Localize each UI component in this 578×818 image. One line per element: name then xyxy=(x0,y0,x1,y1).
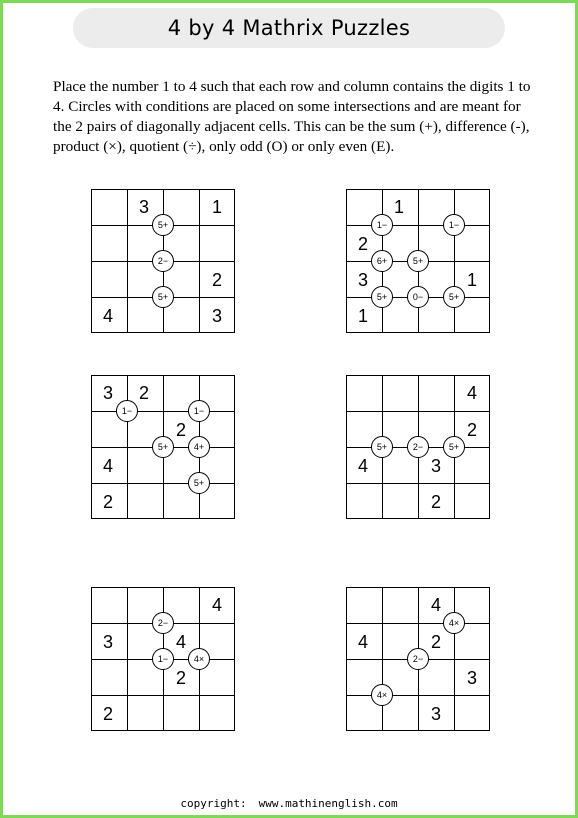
condition-circle: 6+ xyxy=(371,250,393,272)
given-digit: 3 xyxy=(139,197,150,217)
grid-line xyxy=(346,695,490,696)
given-digit: 2 xyxy=(212,270,223,290)
given-digit: 2 xyxy=(176,420,187,440)
copyright-site: www.mathinenglish.com xyxy=(258,797,398,810)
condition-circle: 2− xyxy=(152,250,174,272)
given-digit: 1 xyxy=(212,197,223,217)
condition-circle: 0− xyxy=(407,286,429,308)
given-digit: 2 xyxy=(431,492,442,512)
condition-circle: 5+ xyxy=(371,286,393,308)
grid-line xyxy=(91,695,235,696)
given-digit: 4 xyxy=(467,383,478,403)
puzzle-2 xyxy=(346,189,490,333)
condition-circle: 1− xyxy=(371,214,393,236)
given-digit: 4 xyxy=(103,306,114,326)
given-digit: 2 xyxy=(467,420,478,440)
condition-circle: 5+ xyxy=(443,436,465,458)
given-digit: 1 xyxy=(467,270,478,290)
condition-circle: 2− xyxy=(407,648,429,670)
puzzle-1 xyxy=(91,189,235,333)
condition-circle: 4× xyxy=(371,684,393,706)
given-digit: 4 xyxy=(431,595,442,615)
condition-circle: 2− xyxy=(407,436,429,458)
given-digit: 3 xyxy=(103,383,114,403)
given-digit: 4 xyxy=(358,632,369,652)
condition-circle: 1− xyxy=(443,214,465,236)
grid-line xyxy=(454,189,455,333)
given-digit: 3 xyxy=(103,632,114,652)
grid-line xyxy=(199,189,200,333)
condition-circle: 4+ xyxy=(188,436,210,458)
given-digit: 3 xyxy=(212,306,223,326)
given-digit: 2 xyxy=(176,668,187,688)
copyright-label: copyright: xyxy=(180,797,247,810)
condition-circle: 5+ xyxy=(407,250,429,272)
condition-circle: 1− xyxy=(116,400,138,422)
condition-circle: 5+ xyxy=(152,286,174,308)
given-digit: 3 xyxy=(431,704,442,724)
condition-circle: 4× xyxy=(188,648,210,670)
given-digit: 3 xyxy=(467,668,478,688)
puzzle-4 xyxy=(346,375,490,519)
given-digit: 2 xyxy=(358,234,369,254)
condition-circle: 1− xyxy=(152,648,174,670)
instructions-text: Place the number 1 to 4 such that each row and column contains the digits 1 to 4. Circles with conditions are placed on some intersections and are meant for the 2 pairs of diagonally adjacent cells. This can be the sum (+), difference (-), product (×), quotient (÷), only odd (O) or only even (E). xyxy=(53,78,531,155)
given-digit: 1 xyxy=(394,197,405,217)
grid-line xyxy=(91,483,235,484)
given-digit: 4 xyxy=(176,632,187,652)
condition-circle: 4× xyxy=(443,612,465,634)
given-digit: 3 xyxy=(431,456,442,476)
given-digit: 4 xyxy=(358,456,369,476)
condition-circle: 1− xyxy=(188,400,210,422)
grid-line xyxy=(346,483,490,484)
condition-circle: 5+ xyxy=(152,214,174,236)
given-digit: 2 xyxy=(431,632,442,652)
given-digit: 1 xyxy=(358,306,369,326)
condition-circle: 5+ xyxy=(152,436,174,458)
page-title: 4 by 4 Mathrix Puzzles xyxy=(73,8,505,48)
puzzle-6 xyxy=(346,587,490,731)
condition-circle: 2− xyxy=(152,612,174,634)
grid-line xyxy=(454,587,455,731)
given-digit: 2 xyxy=(103,492,114,512)
given-digit: 2 xyxy=(139,383,150,403)
given-digit: 3 xyxy=(358,270,369,290)
footer xyxy=(0,797,578,810)
given-digit: 4 xyxy=(212,595,223,615)
condition-circle: 5+ xyxy=(371,436,393,458)
given-digit: 4 xyxy=(103,456,114,476)
condition-circle: 5+ xyxy=(443,286,465,308)
given-digit: 2 xyxy=(103,704,114,724)
condition-circle: 5+ xyxy=(188,472,210,494)
puzzle-3 xyxy=(91,375,235,519)
puzzle-5 xyxy=(91,587,235,731)
